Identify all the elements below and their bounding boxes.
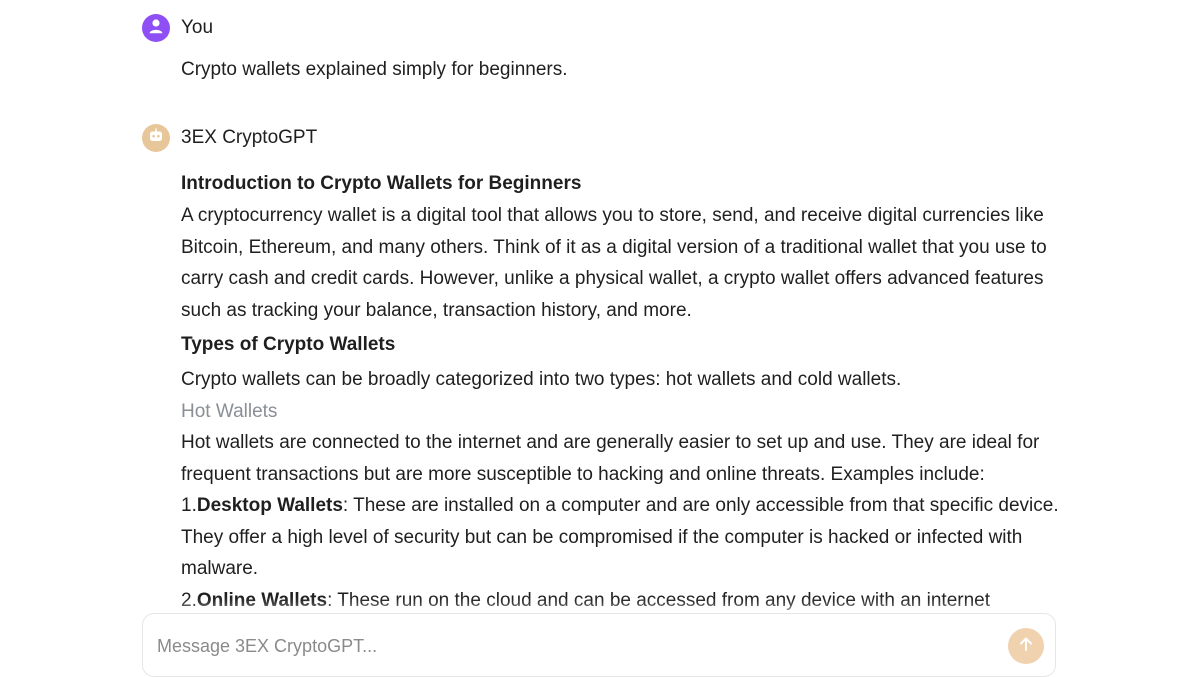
bot-sender-name: 3EX CryptoGPT (181, 127, 318, 148)
list-item (181, 490, 1061, 585)
hot-wallets-paragraph: Hot wallets are connected to the internet and are generally easier to set up and use. They are ideal for frequent transactions but are more susceptible to hacking and online threats. Examples include: (181, 432, 1040, 485)
robot-icon (147, 127, 165, 150)
list-item-title: Online Wallets (196, 589, 328, 611)
send-button[interactable] (1008, 628, 1044, 664)
bot-avatar (142, 124, 170, 152)
user-message-text: Crypto wallets explained simply for beginners. (181, 59, 568, 80)
message-composer (142, 613, 1056, 677)
list-item-title: Desktop Wallets (196, 495, 343, 516)
list-item-text: : These are installed on a computer and are only accessible from that specific device. They offer a high level of security but can be compromised if the computer is hacked or infected with malware. (181, 495, 1059, 579)
intro-heading: Introduction to Crypto Wallets for Beginners (181, 173, 582, 194)
intro-paragraph: A cryptocurrency wallet is a digital tool that allows you to store, send, and receive digital currencies like Bitcoin, Ethereum, and many others. Think of it as a digital version of a traditional wallet that you use to carry cash and credit cards. However, unlike a physical wallet, a crypto wallet offers advanced features such as tracking your balance, transaction history, and more. (181, 205, 1047, 321)
list-item-number: 1. (181, 495, 197, 516)
user-message-header (142, 14, 213, 42)
user-avatar (142, 14, 170, 42)
hot-wallets-subheading: Hot Wallets (181, 400, 278, 422)
user-icon (147, 17, 165, 40)
user-sender-name: You (181, 17, 214, 38)
arrow-up-icon (1017, 635, 1035, 658)
list-item-number: 2. (181, 589, 197, 611)
types-heading: Types of Crypto Wallets (181, 334, 396, 355)
types-paragraph: Crypto wallets can be broadly categorized into two types: hot wallets and cold wallets. (181, 369, 902, 390)
bot-message-header (142, 124, 317, 152)
list-item-text: : These run on the cloud and can be accessed from any device with an internet (327, 589, 991, 611)
message-input[interactable] (157, 628, 977, 664)
bot-message-body (181, 167, 1061, 615)
